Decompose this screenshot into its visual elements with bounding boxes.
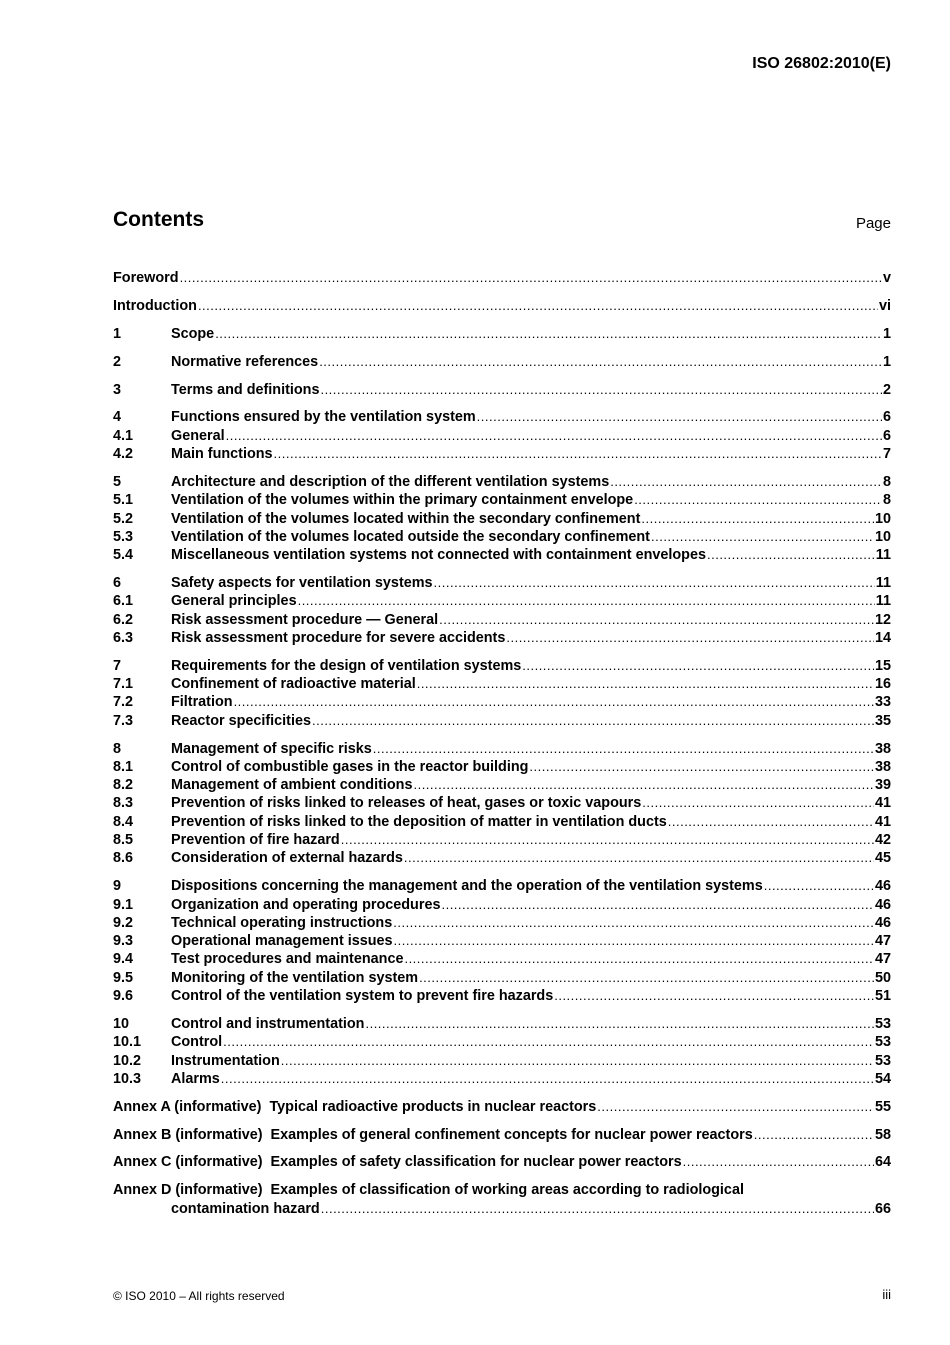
toc-entry[interactable] [113, 657, 891, 675]
toc-page: 11 [875, 575, 891, 592]
toc-title: Monitoring of the ventilation system [171, 969, 419, 986]
toc-number: 3 [113, 381, 122, 398]
toc-entry[interactable] [113, 473, 891, 491]
toc-entry[interactable] [113, 1052, 891, 1070]
toc-entry[interactable] [113, 813, 891, 831]
toc-page: 53 [874, 1015, 891, 1032]
toc-number: 8.4 [113, 813, 134, 830]
leader-dots [529, 758, 874, 776]
toc-title: Miscellaneous ventilation systems not connected with containment envelopes [171, 547, 706, 564]
toc-page: 10 [874, 510, 891, 527]
toc-title: Ventilation of the volumes located outside the secondary confinement [171, 528, 650, 545]
toc-page: 7 [882, 446, 891, 463]
toc-number: 9.5 [113, 969, 134, 986]
toc-title: Prevention of fire hazard [171, 832, 340, 849]
toc-page: 8 [882, 492, 891, 509]
leader-dots [215, 325, 882, 343]
leader-dots [221, 1070, 874, 1088]
leader-dots [320, 381, 882, 399]
toc-entry-introduction[interactable] [113, 297, 891, 315]
toc-number: 7 [113, 657, 122, 674]
leader-dots [707, 546, 875, 564]
document-id: ISO 26802:2010(E) [752, 55, 891, 72]
leader-dots [419, 969, 874, 987]
toc-page: 47 [874, 951, 891, 968]
page-column-label: Page [855, 215, 891, 232]
leader-dots [373, 740, 874, 758]
leader-dots [441, 896, 874, 914]
toc-page: 46 [874, 914, 891, 931]
toc-page: 47 [874, 933, 891, 950]
leader-dots [234, 693, 874, 711]
toc-number: 7.3 [113, 712, 134, 729]
toc-page: 50 [874, 969, 891, 986]
toc-entry-annex-b[interactable] [113, 1126, 891, 1144]
toc-page: 53 [874, 1034, 891, 1051]
toc-page: v [882, 270, 891, 286]
leader-dots [651, 528, 874, 546]
toc-title: Dispositions concerning the management and the operation of the ventilation systems [171, 878, 763, 895]
toc-title: Annex C (informative) Examples of safety classification for nuclear power reactors [113, 1154, 682, 1171]
toc-number: 9.2 [113, 914, 134, 931]
toc-number: 10 [113, 1015, 130, 1032]
toc-page: 54 [874, 1070, 891, 1087]
toc-number: 8.5 [113, 832, 134, 849]
toc-page: 35 [874, 712, 891, 729]
leader-dots [683, 1153, 874, 1171]
toc-entry[interactable] [113, 758, 891, 776]
toc-title: Ventilation of the volumes within the primary containment envelope [171, 492, 634, 509]
toc-entry[interactable] [113, 896, 891, 914]
toc-title: Ventilation of the volumes located within the secondary confinement [171, 510, 641, 527]
toc-entry[interactable] [113, 574, 891, 592]
toc-title: Safety aspects for ventilation systems [171, 575, 433, 592]
toc-number: 8.1 [113, 758, 134, 775]
toc-page: 6 [882, 409, 891, 426]
toc-title: contamination hazard [171, 1200, 320, 1217]
toc-number: 5.4 [113, 547, 134, 564]
leader-dots [298, 592, 875, 610]
leader-dots [321, 1200, 874, 1218]
toc-entry[interactable] [113, 510, 891, 528]
toc-number: 10.3 [113, 1070, 142, 1087]
toc-number: 8.3 [113, 795, 134, 812]
toc-title: Organization and operating procedures [171, 896, 441, 913]
toc-number: 9 [113, 878, 122, 895]
toc-page: 46 [874, 878, 891, 895]
toc-title: Introduction [113, 297, 197, 314]
toc-title: Scope [171, 325, 215, 342]
toc-title: Foreword [113, 270, 179, 286]
toc-page: 58 [874, 1126, 891, 1143]
leader-dots [319, 353, 882, 371]
toc-page: 53 [874, 1052, 891, 1069]
toc-title: Consideration of external hazards [171, 850, 403, 867]
toc-page: 45 [874, 850, 891, 867]
toc-title: Control of the ventilation system to prevent fire hazards [171, 988, 554, 1005]
toc-number: 10.2 [113, 1052, 142, 1069]
toc-title: Control [171, 1034, 223, 1051]
toc-title: General [171, 427, 225, 444]
leader-dots [610, 473, 882, 491]
toc-entry[interactable] [113, 528, 891, 546]
toc-page: 41 [874, 813, 891, 830]
toc-title: Main functions [171, 446, 273, 463]
toc-title: Confinement of radioactive material [171, 676, 416, 693]
toc-title: Annex A (informative) Typical radioactive products in nuclear reactors [113, 1098, 597, 1115]
toc-entry[interactable] [113, 693, 891, 711]
toc-number: 5.3 [113, 528, 134, 545]
toc-number: 8 [113, 740, 122, 757]
toc-entry[interactable] [113, 445, 891, 463]
toc-page: 8 [882, 473, 891, 490]
toc-number: 5.1 [113, 492, 134, 509]
toc-number: 6.1 [113, 593, 134, 610]
toc-page: 39 [874, 777, 891, 794]
toc-number: 7.1 [113, 676, 134, 693]
leader-dots [404, 849, 874, 867]
toc-page: 46 [874, 896, 891, 913]
leader-dots [506, 629, 874, 647]
toc-entry[interactable] [113, 325, 891, 343]
toc-entry[interactable] [113, 408, 891, 426]
leader-dots [393, 914, 874, 932]
toc-number: 6 [113, 575, 122, 592]
toc-entry[interactable] [113, 914, 891, 932]
toc-title: Risk assessment procedure — General [171, 611, 439, 628]
toc-number: 9.1 [113, 896, 134, 913]
toc-number: 2 [113, 353, 122, 370]
toc-title: Alarms [171, 1070, 220, 1087]
toc-page: 16 [874, 676, 891, 693]
toc-entry-annex-c[interactable] [113, 1153, 891, 1171]
toc-title: Requirements for the design of ventilation systems [171, 657, 522, 674]
leader-dots [417, 675, 874, 693]
leader-dots [764, 877, 874, 895]
toc-entry[interactable] [113, 1015, 891, 1033]
toc-number: 4.1 [113, 427, 134, 444]
toc-entry-annex-d-line2[interactable] [113, 1200, 891, 1218]
toc-entry[interactable] [113, 831, 891, 849]
toc-title: Annex B (informative) Examples of general confinement concepts for nuclear power reactors [113, 1126, 753, 1143]
toc-entry[interactable] [113, 776, 891, 794]
leader-dots [274, 445, 882, 463]
toc-page: 2 [882, 381, 891, 398]
toc-number: 6.3 [113, 629, 134, 646]
toc-entry[interactable] [113, 546, 891, 564]
toc-entry[interactable] [113, 849, 891, 867]
toc-entry[interactable] [113, 740, 891, 758]
toc-title: Risk assessment procedure for severe accidents [171, 629, 506, 646]
toc-page: 51 [874, 988, 891, 1005]
leader-dots [226, 427, 882, 445]
toc-title: Prevention of risks linked to releases of heat, gases or toxic vapours [171, 795, 642, 812]
toc-entry[interactable] [113, 629, 891, 647]
toc-title: Control and instrumentation [171, 1015, 365, 1032]
toc-title: Management of specific risks [171, 740, 372, 757]
toc-entry[interactable] [113, 611, 891, 629]
toc-title: Architecture and description of the different ventilation systems [171, 473, 610, 490]
leader-dots [281, 1052, 874, 1070]
toc-page: 14 [874, 629, 891, 646]
toc-page: 38 [874, 740, 891, 757]
toc-page: 11 [875, 547, 891, 564]
toc-page: 15 [874, 657, 891, 674]
toc-entry[interactable] [113, 932, 891, 950]
toc-number: 5 [113, 473, 122, 490]
toc-number: 7.2 [113, 694, 134, 711]
leader-dots [198, 297, 878, 315]
toc-page: 33 [874, 694, 891, 711]
leader-dots [597, 1098, 874, 1116]
toc-title: Operational management issues [171, 933, 393, 950]
leader-dots [754, 1126, 874, 1144]
table-of-contents [113, 269, 891, 1218]
leader-dots [522, 657, 874, 675]
toc-page: 55 [874, 1098, 891, 1115]
footer-page-number: iii [882, 1287, 891, 1302]
toc-entry[interactable] [113, 491, 891, 509]
leader-dots [394, 932, 874, 950]
footer-copyright: © ISO 2010 – All rights reserved [113, 1289, 285, 1303]
toc-number: 8.6 [113, 850, 134, 867]
toc-number: 9.6 [113, 988, 134, 1005]
toc-number: 9.3 [113, 933, 134, 950]
toc-title: Normative references [171, 353, 319, 370]
toc-title: Management of ambient conditions [171, 777, 413, 794]
leader-dots [312, 712, 874, 730]
toc-number: 10.1 [113, 1034, 142, 1051]
toc-page: 66 [874, 1200, 891, 1217]
toc-entry-annex-d-line1[interactable]: Annex D (informative) Examples of classification of working areas according to radiological [113, 1182, 744, 1199]
toc-page: 64 [874, 1154, 891, 1171]
toc-entry[interactable] [113, 969, 891, 987]
toc-title: Test procedures and maintenance [171, 951, 404, 968]
toc-entry[interactable] [113, 427, 891, 445]
toc-entry-annex-a[interactable] [113, 1098, 891, 1116]
toc-entry[interactable] [113, 353, 891, 371]
toc-entry[interactable] [113, 950, 891, 968]
toc-page: 41 [874, 795, 891, 812]
leader-dots [641, 510, 874, 528]
toc-title: Terms and definitions [171, 381, 320, 398]
leader-dots [413, 776, 874, 794]
toc-page: 12 [874, 611, 891, 628]
leader-dots [634, 491, 882, 509]
toc-page: 1 [882, 353, 891, 370]
toc-title: Filtration [171, 694, 233, 711]
toc-entry[interactable] [113, 1033, 891, 1051]
toc-title: Instrumentation [171, 1052, 280, 1069]
leader-dots [341, 831, 874, 849]
toc-page: 6 [882, 427, 891, 444]
toc-title: Functions ensured by the ventilation system [171, 409, 476, 426]
toc-number: 5.2 [113, 510, 134, 527]
toc-page: 1 [882, 325, 891, 342]
toc-number: 9.4 [113, 951, 134, 968]
toc-entry[interactable] [113, 712, 891, 730]
toc-entry[interactable] [113, 592, 891, 610]
toc-number: 8.2 [113, 777, 134, 794]
toc-title: Prevention of risks linked to the deposition of matter in ventilation ducts [171, 813, 667, 830]
leader-dots [668, 813, 874, 831]
leader-dots [554, 987, 874, 1005]
toc-page: vi [878, 297, 891, 314]
toc-entry[interactable] [113, 675, 891, 693]
leader-dots [642, 794, 874, 812]
toc-page: 42 [874, 832, 891, 849]
toc-number: 6.2 [113, 611, 134, 628]
toc-number: 1 [113, 325, 122, 342]
toc-entry-foreword[interactable] [113, 269, 891, 287]
leader-dots [365, 1015, 874, 1033]
toc-page: 38 [874, 758, 891, 775]
toc-title: Technical operating instructions [171, 914, 393, 931]
toc-page: 10 [874, 528, 891, 545]
leader-dots [477, 408, 882, 426]
toc-title: General principles [171, 593, 297, 610]
leader-dots [223, 1033, 874, 1051]
toc-entry[interactable] [113, 877, 891, 895]
leader-dots [180, 269, 882, 287]
toc-page: 11 [875, 593, 891, 610]
leader-dots [434, 574, 875, 592]
toc-entry[interactable] [113, 987, 891, 1005]
toc-number: 4 [113, 409, 122, 426]
toc-title: Control of combustible gases in the reactor building [171, 758, 529, 775]
leader-dots [404, 950, 874, 968]
toc-entry[interactable] [113, 381, 891, 399]
leader-dots [439, 611, 874, 629]
page-title: Contents [113, 208, 204, 231]
toc-entry[interactable] [113, 794, 891, 812]
toc-entry[interactable] [113, 1070, 891, 1088]
toc-number: 4.2 [113, 446, 134, 463]
toc-title: Reactor specificities [171, 712, 311, 729]
